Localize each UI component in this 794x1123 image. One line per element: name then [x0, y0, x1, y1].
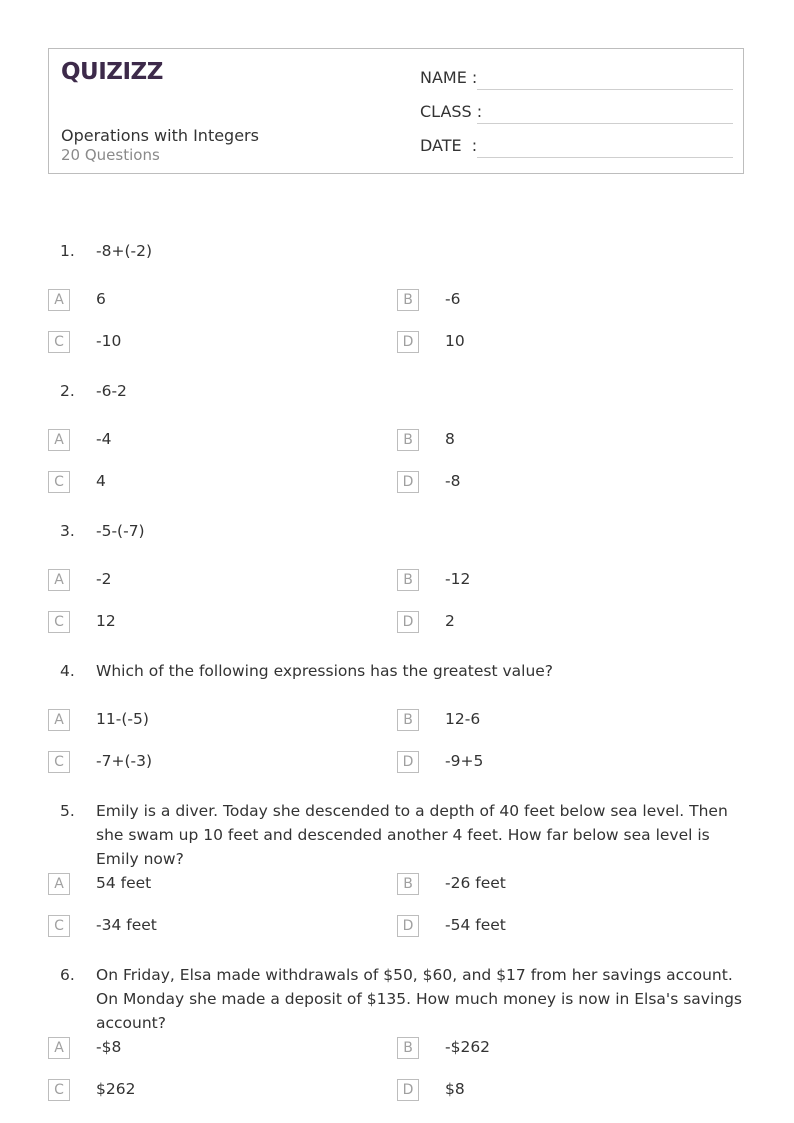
worksheet-title: Operations with Integers: [61, 126, 259, 145]
option-b-box[interactable]: B: [397, 429, 419, 451]
option-d-box[interactable]: D: [397, 331, 419, 353]
option-c-text: $262: [96, 1080, 136, 1098]
option-a-box[interactable]: A: [48, 289, 70, 311]
option-a-box[interactable]: A: [48, 429, 70, 451]
option-b-box[interactable]: B: [397, 873, 419, 895]
option-c-box[interactable]: C: [48, 331, 70, 353]
question-text: -5-(-7): [96, 522, 145, 540]
option-a-text: -$8: [96, 1038, 122, 1056]
question-number: 6.: [60, 966, 75, 984]
option-a-text: -4: [96, 430, 112, 448]
option-d-box[interactable]: D: [397, 751, 419, 773]
option-b-box[interactable]: B: [397, 1037, 419, 1059]
option-b-text: 8: [445, 430, 455, 448]
option-d-text: 2: [445, 612, 455, 630]
option-b-box[interactable]: B: [397, 709, 419, 731]
option-d-text: -8: [445, 472, 461, 490]
date-label: DATE :: [420, 136, 478, 155]
option-c-box[interactable]: C: [48, 611, 70, 633]
option-a-text: 6: [96, 290, 106, 308]
option-d-text: 10: [445, 332, 465, 350]
option-a-box[interactable]: A: [48, 709, 70, 731]
option-b-text: -$262: [445, 1038, 491, 1056]
option-c-box[interactable]: C: [48, 915, 70, 937]
class-line[interactable]: [477, 123, 733, 124]
option-d-box[interactable]: D: [397, 915, 419, 937]
option-a-box[interactable]: A: [48, 873, 70, 895]
option-c-box[interactable]: C: [48, 751, 70, 773]
question-number: 5.: [60, 802, 75, 820]
name-line[interactable]: [477, 89, 733, 90]
option-c-text: -7+(-3): [96, 752, 152, 770]
class-label: CLASS :: [420, 102, 483, 121]
option-a-box[interactable]: A: [48, 569, 70, 591]
option-d-text: -54 feet: [445, 916, 506, 934]
option-b-box[interactable]: B: [397, 569, 419, 591]
option-b-text: -6: [445, 290, 461, 308]
question-number: 3.: [60, 522, 75, 540]
question-text: -6-2: [96, 382, 127, 400]
question-text: Which of the following expressions has the greatest value?: [96, 662, 554, 680]
worksheet-header: [48, 48, 744, 174]
question-text: On Friday, Elsa made withdrawals of $50, $60, and $17 from her savings account. On Monday she made a deposit of $135. How much money is now in Elsa's savings account?: [96, 966, 742, 1032]
option-c-box[interactable]: C: [48, 471, 70, 493]
option-a-text: 11-(-5): [96, 710, 149, 728]
option-c-text: -10: [96, 332, 122, 350]
question-number: 2.: [60, 382, 75, 400]
option-b-box[interactable]: B: [397, 289, 419, 311]
question-text: -8+(-2): [96, 242, 152, 260]
option-c-box[interactable]: C: [48, 1079, 70, 1101]
question-text: Emily is a diver. Today she descended to a depth of 40 feet below sea level. Then she swam up 10 feet and descended another 4 feet. How far below sea level is Emily now?: [96, 802, 728, 868]
option-a-text: 54 feet: [96, 874, 152, 892]
option-b-text: -12: [445, 570, 471, 588]
option-d-box[interactable]: D: [397, 611, 419, 633]
question-count: 20 Questions: [61, 146, 160, 164]
date-line[interactable]: [477, 157, 733, 158]
option-d-text: $8: [445, 1080, 465, 1098]
name-label: NAME :: [420, 68, 478, 87]
option-c-text: 12: [96, 612, 116, 630]
option-c-text: -34 feet: [96, 916, 157, 934]
option-d-box[interactable]: D: [397, 471, 419, 493]
option-b-text: 12-6: [445, 710, 481, 728]
option-d-box[interactable]: D: [397, 1079, 419, 1101]
option-d-text: -9+5: [445, 752, 484, 770]
option-c-text: 4: [96, 472, 106, 490]
question-number: 4.: [60, 662, 75, 680]
option-a-text: -2: [96, 570, 112, 588]
quizizz-logo: QUIZIZZ: [61, 59, 163, 85]
option-b-text: -26 feet: [445, 874, 506, 892]
option-a-box[interactable]: A: [48, 1037, 70, 1059]
question-number: 1.: [60, 242, 75, 260]
